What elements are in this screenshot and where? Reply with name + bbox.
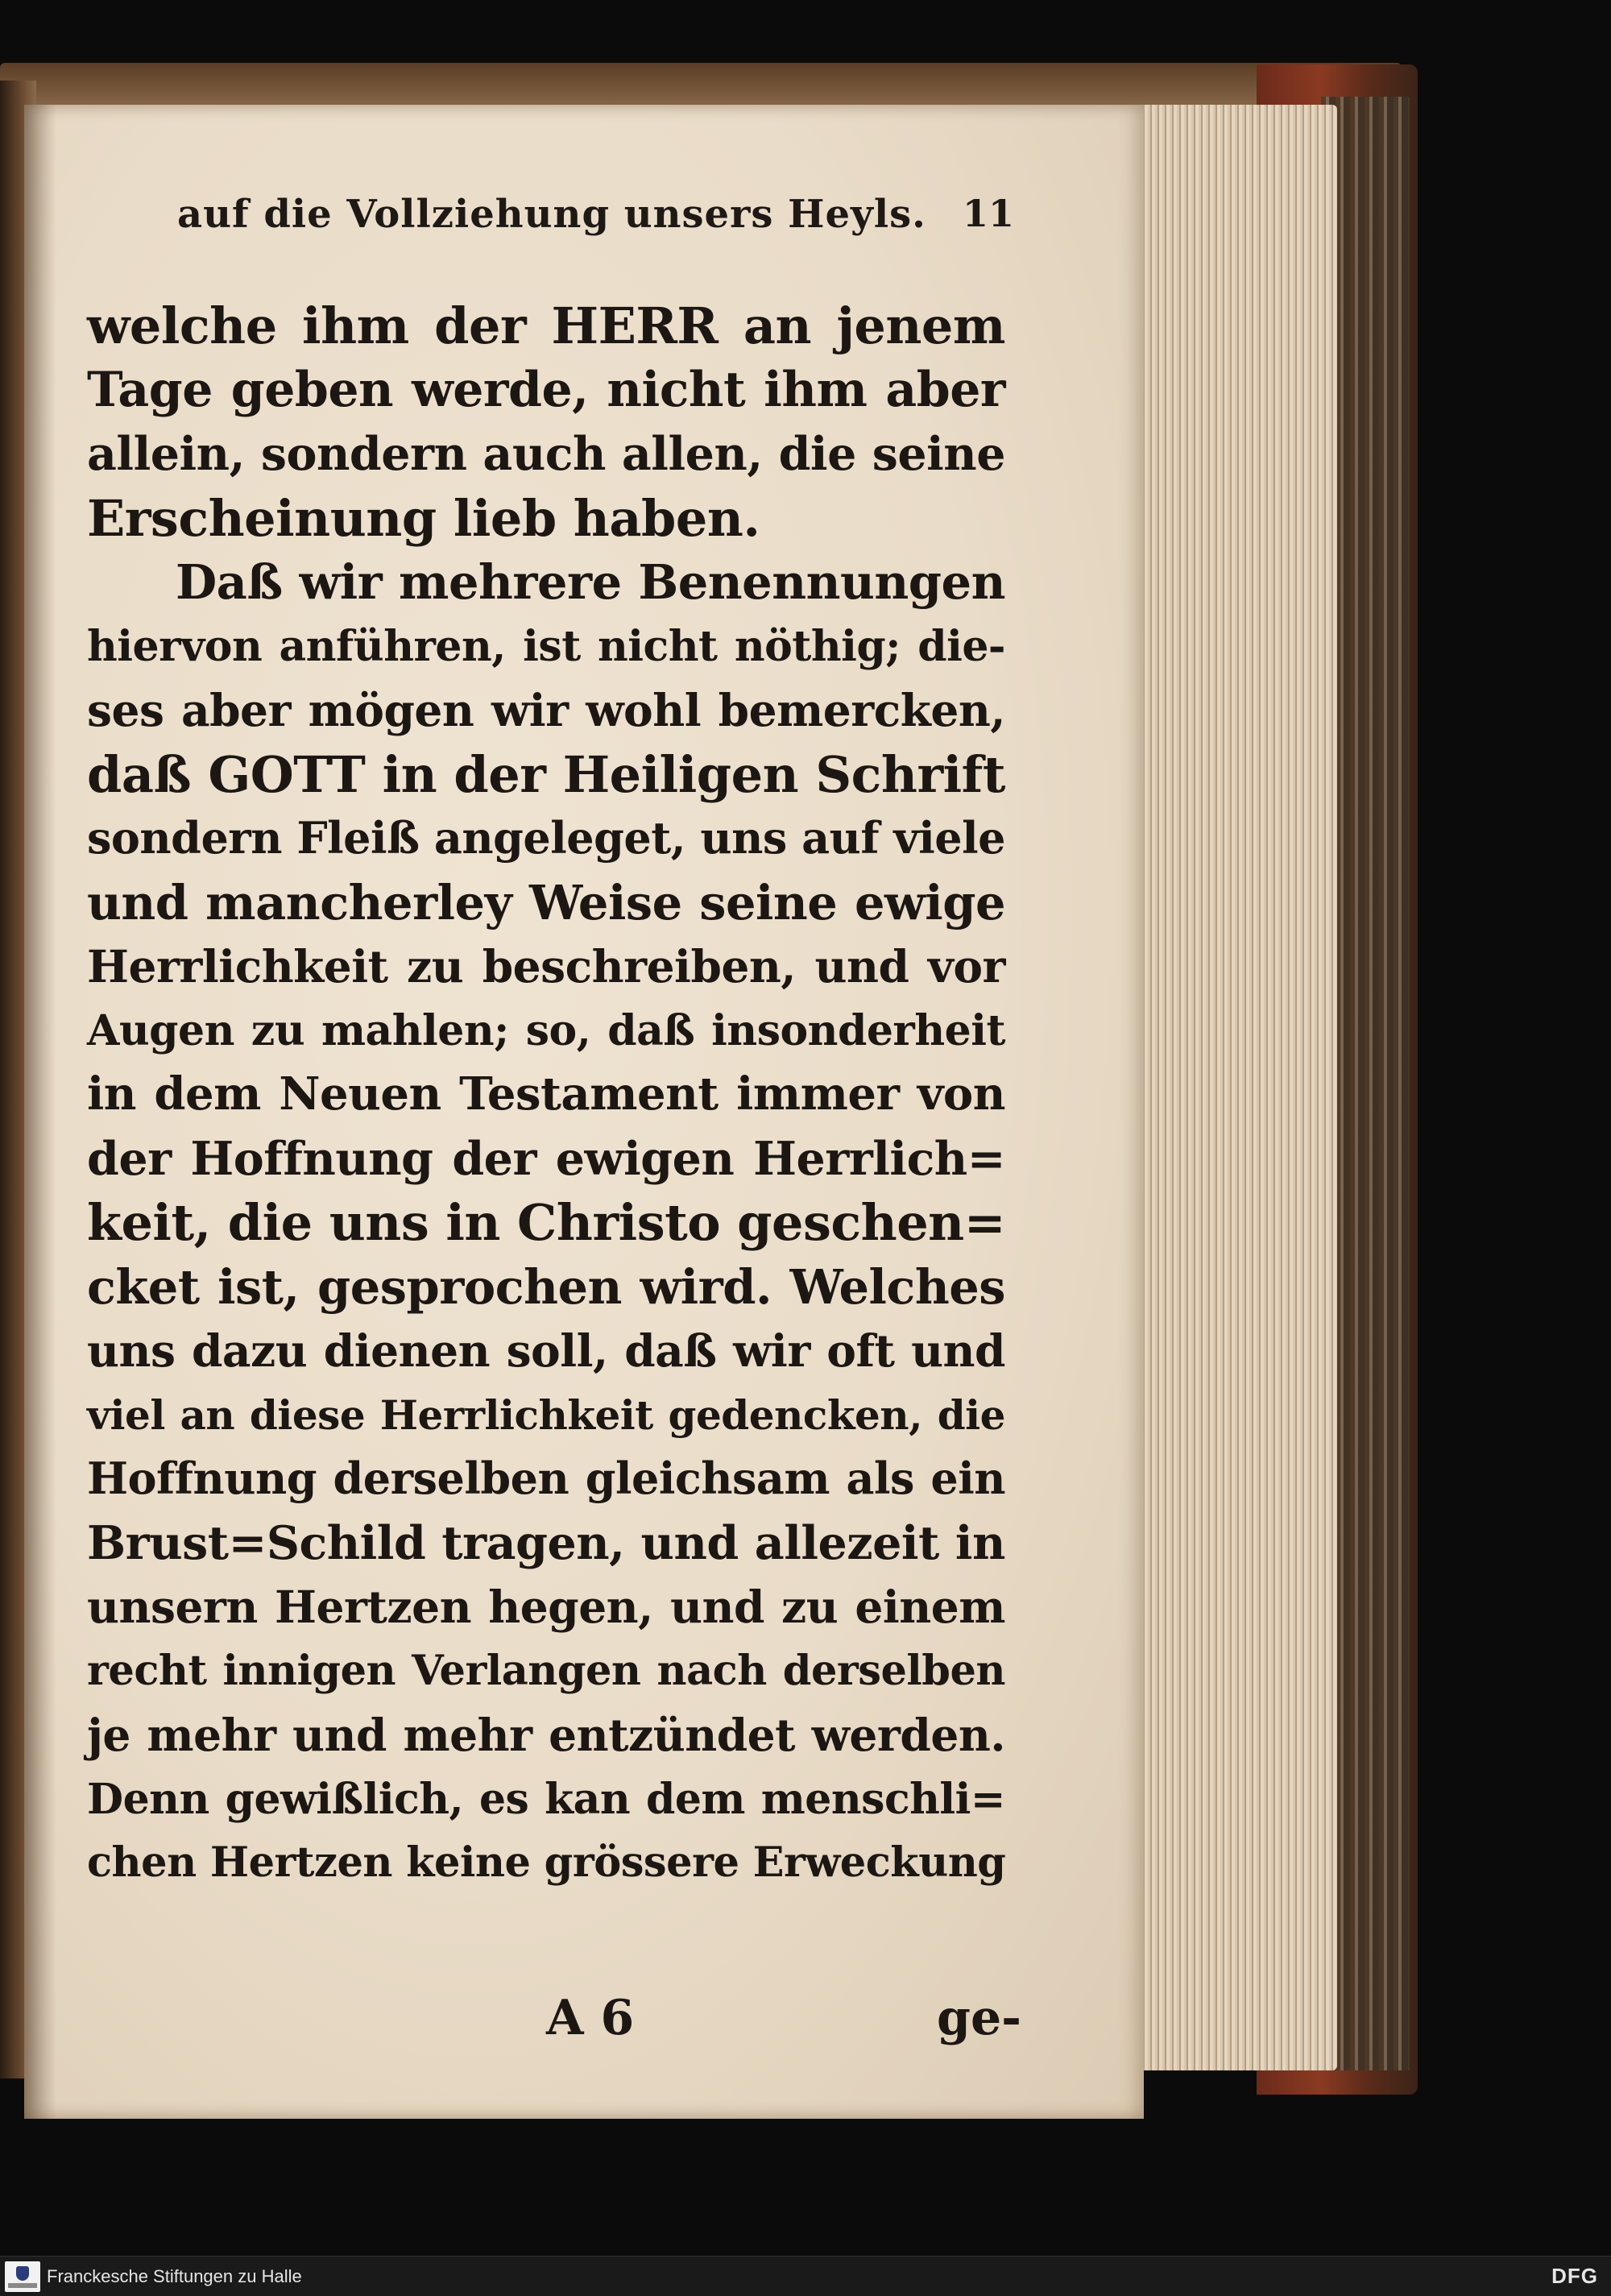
text-line: daß GOTT in der Heiligen Schrift: [87, 744, 1005, 804]
text-line: Daß wir mehrere Benennungen: [176, 554, 1005, 610]
institution-logo-icon: [5, 2261, 40, 2292]
text-line: Denn gewißlich, es kan dem menschli=: [87, 1774, 1005, 1824]
signature-mark: A 6: [546, 1990, 635, 2046]
text-line: keit, die uns in Christo geschen=: [87, 1193, 1006, 1252]
page-foot: [87, 1990, 1022, 2054]
text-line: recht innigen Verlangen nach derselben: [87, 1646, 1005, 1695]
catchword: ge-: [937, 1990, 1022, 2046]
text-line: je mehr und mehr entzündet werden.: [87, 1709, 1005, 1761]
text-line: sondern Fleiß angeleget, uns auf viele: [87, 812, 1005, 864]
text-line: chen Hertzen keine grössere Erweckung: [87, 1838, 1006, 1887]
text-line: allein, sondern auch allen, die seine: [87, 427, 1005, 481]
dfg-logo: DFG: [1551, 2264, 1598, 2288]
text-line: Brust=Schild tragen, und allezeit in: [87, 1515, 1005, 1570]
institution-name: Franckesche Stiftungen zu Halle: [47, 2266, 302, 2286]
text-line: cket ist, gesprochen wird. Welches: [87, 1258, 1005, 1315]
body-text: [87, 294, 1005, 1896]
page-number: 11: [963, 192, 1015, 235]
text-line: ses aber mögen wir wohl bemercken,: [87, 684, 1005, 736]
text-line: unsern Hertzen hegen, und zu einem: [87, 1581, 1005, 1633]
book-page: [24, 105, 1144, 2119]
text-line: welche ihm der HERR an jenem: [87, 296, 1005, 355]
text-line: Erscheinung lieb haben.: [87, 488, 760, 548]
text-line: Hoffnung derselben gleichsam als ein: [87, 1453, 1005, 1504]
text-line: in dem Neuen Testament immer von: [87, 1067, 1005, 1121]
text-line: viel an diese Herrlichkeit gedencken, die: [87, 1390, 1005, 1439]
text-line: hiervon anführen, ist nicht nöthig; die-: [87, 621, 1005, 671]
text-line: uns dazu dienen soll, daß wir oft und: [87, 1324, 1005, 1377]
text-line: Herrlichkeit zu beschreiben, und vor: [87, 940, 1005, 993]
book-cover-top: [0, 63, 1402, 111]
page-block-edges: [1112, 105, 1337, 2070]
running-head: auf die Vollziehung unsers Heyls.: [177, 192, 926, 237]
text-line: der Hoffnung der ewigen Herrlich=: [87, 1131, 1005, 1186]
text-line: Augen zu mahlen; so, daß insonderheit: [87, 1005, 1005, 1055]
viewer-footer: [0, 2256, 1611, 2296]
text-line: und mancherley Weise seine ewige: [87, 874, 1005, 930]
page-gutter-shadow: [24, 105, 56, 2119]
text-line: Tage geben werde, nicht ihm aber: [87, 361, 1005, 418]
